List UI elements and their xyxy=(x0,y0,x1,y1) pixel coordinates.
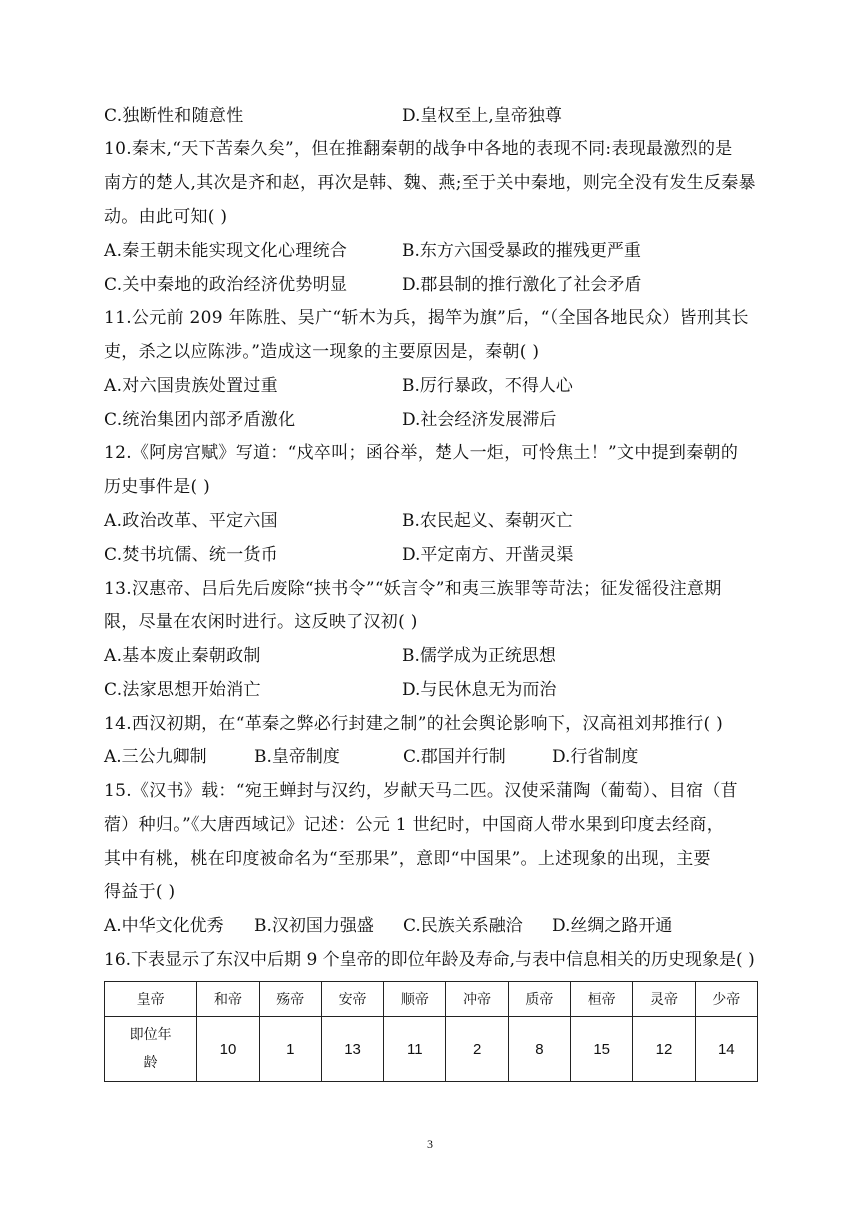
emperor-table xyxy=(104,981,758,1082)
q10-option-c: C.关中秦地的政治经济优势明显 xyxy=(104,275,348,295)
table-cell: 14 xyxy=(695,1017,757,1082)
q16-stem: 16.下表显示了东汉中后期 9 个皇帝的即位年龄及寿命,与表中信息相关的历史现象是( ) xyxy=(104,950,755,970)
q13-option-d: D.与民休息无为而治 xyxy=(402,680,557,700)
q12-option-b: B.农民起义、秦朝灭亡 xyxy=(402,511,573,531)
table-cell: 8 xyxy=(508,1017,570,1082)
q14-option-b: B.皇帝制度 xyxy=(254,747,340,767)
table-row-label xyxy=(105,1017,197,1082)
q15-option-d: D.丝绸之路开通 xyxy=(552,916,673,936)
q9-option-c: C.独断性和随意性 xyxy=(104,106,244,126)
q12-option-a: A.政治改革、平定六国 xyxy=(104,511,278,531)
q15-option-a: A.中华文化优秀 xyxy=(104,916,224,936)
table-header-cell: 冲帝 xyxy=(446,982,508,1017)
q15-option-b: B.汉初国力强盛 xyxy=(254,916,374,936)
table-cell: 1 xyxy=(259,1017,321,1082)
q14-option-a: A.三公九卿制 xyxy=(104,747,207,767)
table-cell: 11 xyxy=(384,1017,446,1082)
q15-stem-line-4: 得益于( ) xyxy=(104,882,176,902)
q13-option-b: B.儒学成为正统思想 xyxy=(402,646,556,666)
q13-stem-line-1: 13.汉惠帝、吕后先后废除“挟书令”“妖言令”和夷三族罪等苛法；征发徭役注意期 xyxy=(104,579,722,599)
q10-option-a: A.秦王朝未能实现文化心理统合 xyxy=(104,241,348,261)
q15-stem-line-3: 其中有桃，桃在印度被命名为“至那果”，意即“中国果”。上述现象的出现，主要 xyxy=(104,849,711,869)
table-header-row xyxy=(105,982,758,1017)
q14-stem: 14.西汉初期，在“革秦之弊必行封建之制”的社会舆论影响下，汉高祖刘邦推行( ) xyxy=(104,714,724,734)
q12-option-d: D.平定南方、开凿灵渠 xyxy=(402,545,574,565)
q12-option-c: C.焚书坑儒、统一货币 xyxy=(104,545,279,565)
q9-option-d: D.皇权至上,皇帝独尊 xyxy=(402,106,562,126)
table-cell: 12 xyxy=(633,1017,695,1082)
table-header-cell: 顺帝 xyxy=(384,982,446,1017)
q12-stem-line-1: 12.《阿房宫赋》写道：“戍卒叫；函谷举，楚人一炬，可怜焦土！”文中提到秦朝的 xyxy=(104,443,739,463)
q14-option-d: D.行省制度 xyxy=(552,747,639,767)
q11-stem-line-2: 吏，杀之以应陈涉。”造成这一现象的主要原因是，秦朝( ) xyxy=(104,342,540,362)
table-row-label-line-1: 即位年 xyxy=(129,1027,172,1043)
q13-option-c: C.法家思想开始消亡 xyxy=(104,680,261,700)
page-number: 3 xyxy=(427,1137,433,1151)
q10-option-d: D.郡县制的推行激化了社会矛盾 xyxy=(402,275,642,295)
q12-stem-line-2: 历史事件是( ) xyxy=(104,477,211,497)
q11-option-c: C.统治集团内部矛盾激化 xyxy=(104,410,296,430)
table-cell: 13 xyxy=(321,1017,383,1082)
table-header-cell: 质帝 xyxy=(508,982,570,1017)
table-row-label-line-2: 龄 xyxy=(143,1055,158,1071)
table-header-cell: 和帝 xyxy=(197,982,259,1017)
table-header-label: 皇帝 xyxy=(105,982,197,1017)
q13-stem-line-2: 限，尽量在农闲时进行。这反映了汉初( ) xyxy=(104,612,418,632)
table-header-cell: 灵帝 xyxy=(633,982,695,1017)
q11-option-a: A.对六国贵族处置过重 xyxy=(104,376,278,396)
q15-stem-line-2: 蓿）种归。”《大唐西域记》记述：公元 1 世纪时，中国商人带水果到印度去经商， xyxy=(104,815,725,835)
q15-option-c: C.民族关系融洽 xyxy=(403,916,523,936)
q10-stem-line-1: 10.秦末,“天下苦秦久矣”，但在推翻秦朝的战争中各地的表现不同:表现最激烈的是 xyxy=(104,139,733,159)
q15-stem-line-1: 15.《汉书》载：“宛王蝉封与汉约，岁献天马二匹。汉使采蒲陶（葡萄）、目宿（苜 xyxy=(104,781,738,801)
table-row xyxy=(105,1017,758,1082)
q10-stem-line-3: 动。由此可知( ) xyxy=(104,207,228,227)
q10-stem-line-2: 南方的楚人,其次是齐和赵，再次是韩、魏、燕;至于关中秦地，则完全没有发生反秦暴 xyxy=(104,173,756,193)
table-cell: 10 xyxy=(197,1017,259,1082)
table-header-cell: 桓帝 xyxy=(571,982,633,1017)
q11-option-d: D.社会经济发展滞后 xyxy=(402,410,557,430)
table-header-cell: 少帝 xyxy=(695,982,757,1017)
q14-option-c: C.郡国并行制 xyxy=(403,747,506,767)
q11-option-b: B.厉行暴政，不得人心 xyxy=(402,376,573,396)
table-header-cell: 殇帝 xyxy=(259,982,321,1017)
table-cell: 2 xyxy=(446,1017,508,1082)
q10-option-b: B.东方六国受暴政的摧残更严重 xyxy=(402,241,641,261)
q13-option-a: A.基本废止秦朝政制 xyxy=(104,646,261,666)
q11-stem-line-1: 11.公元前 209 年陈胜、吴广“斩木为兵，揭竿为旗”后，“（全国各地民众）皆刑其长 xyxy=(104,308,749,328)
table-cell: 15 xyxy=(571,1017,633,1082)
table-header-cell: 安帝 xyxy=(321,982,383,1017)
